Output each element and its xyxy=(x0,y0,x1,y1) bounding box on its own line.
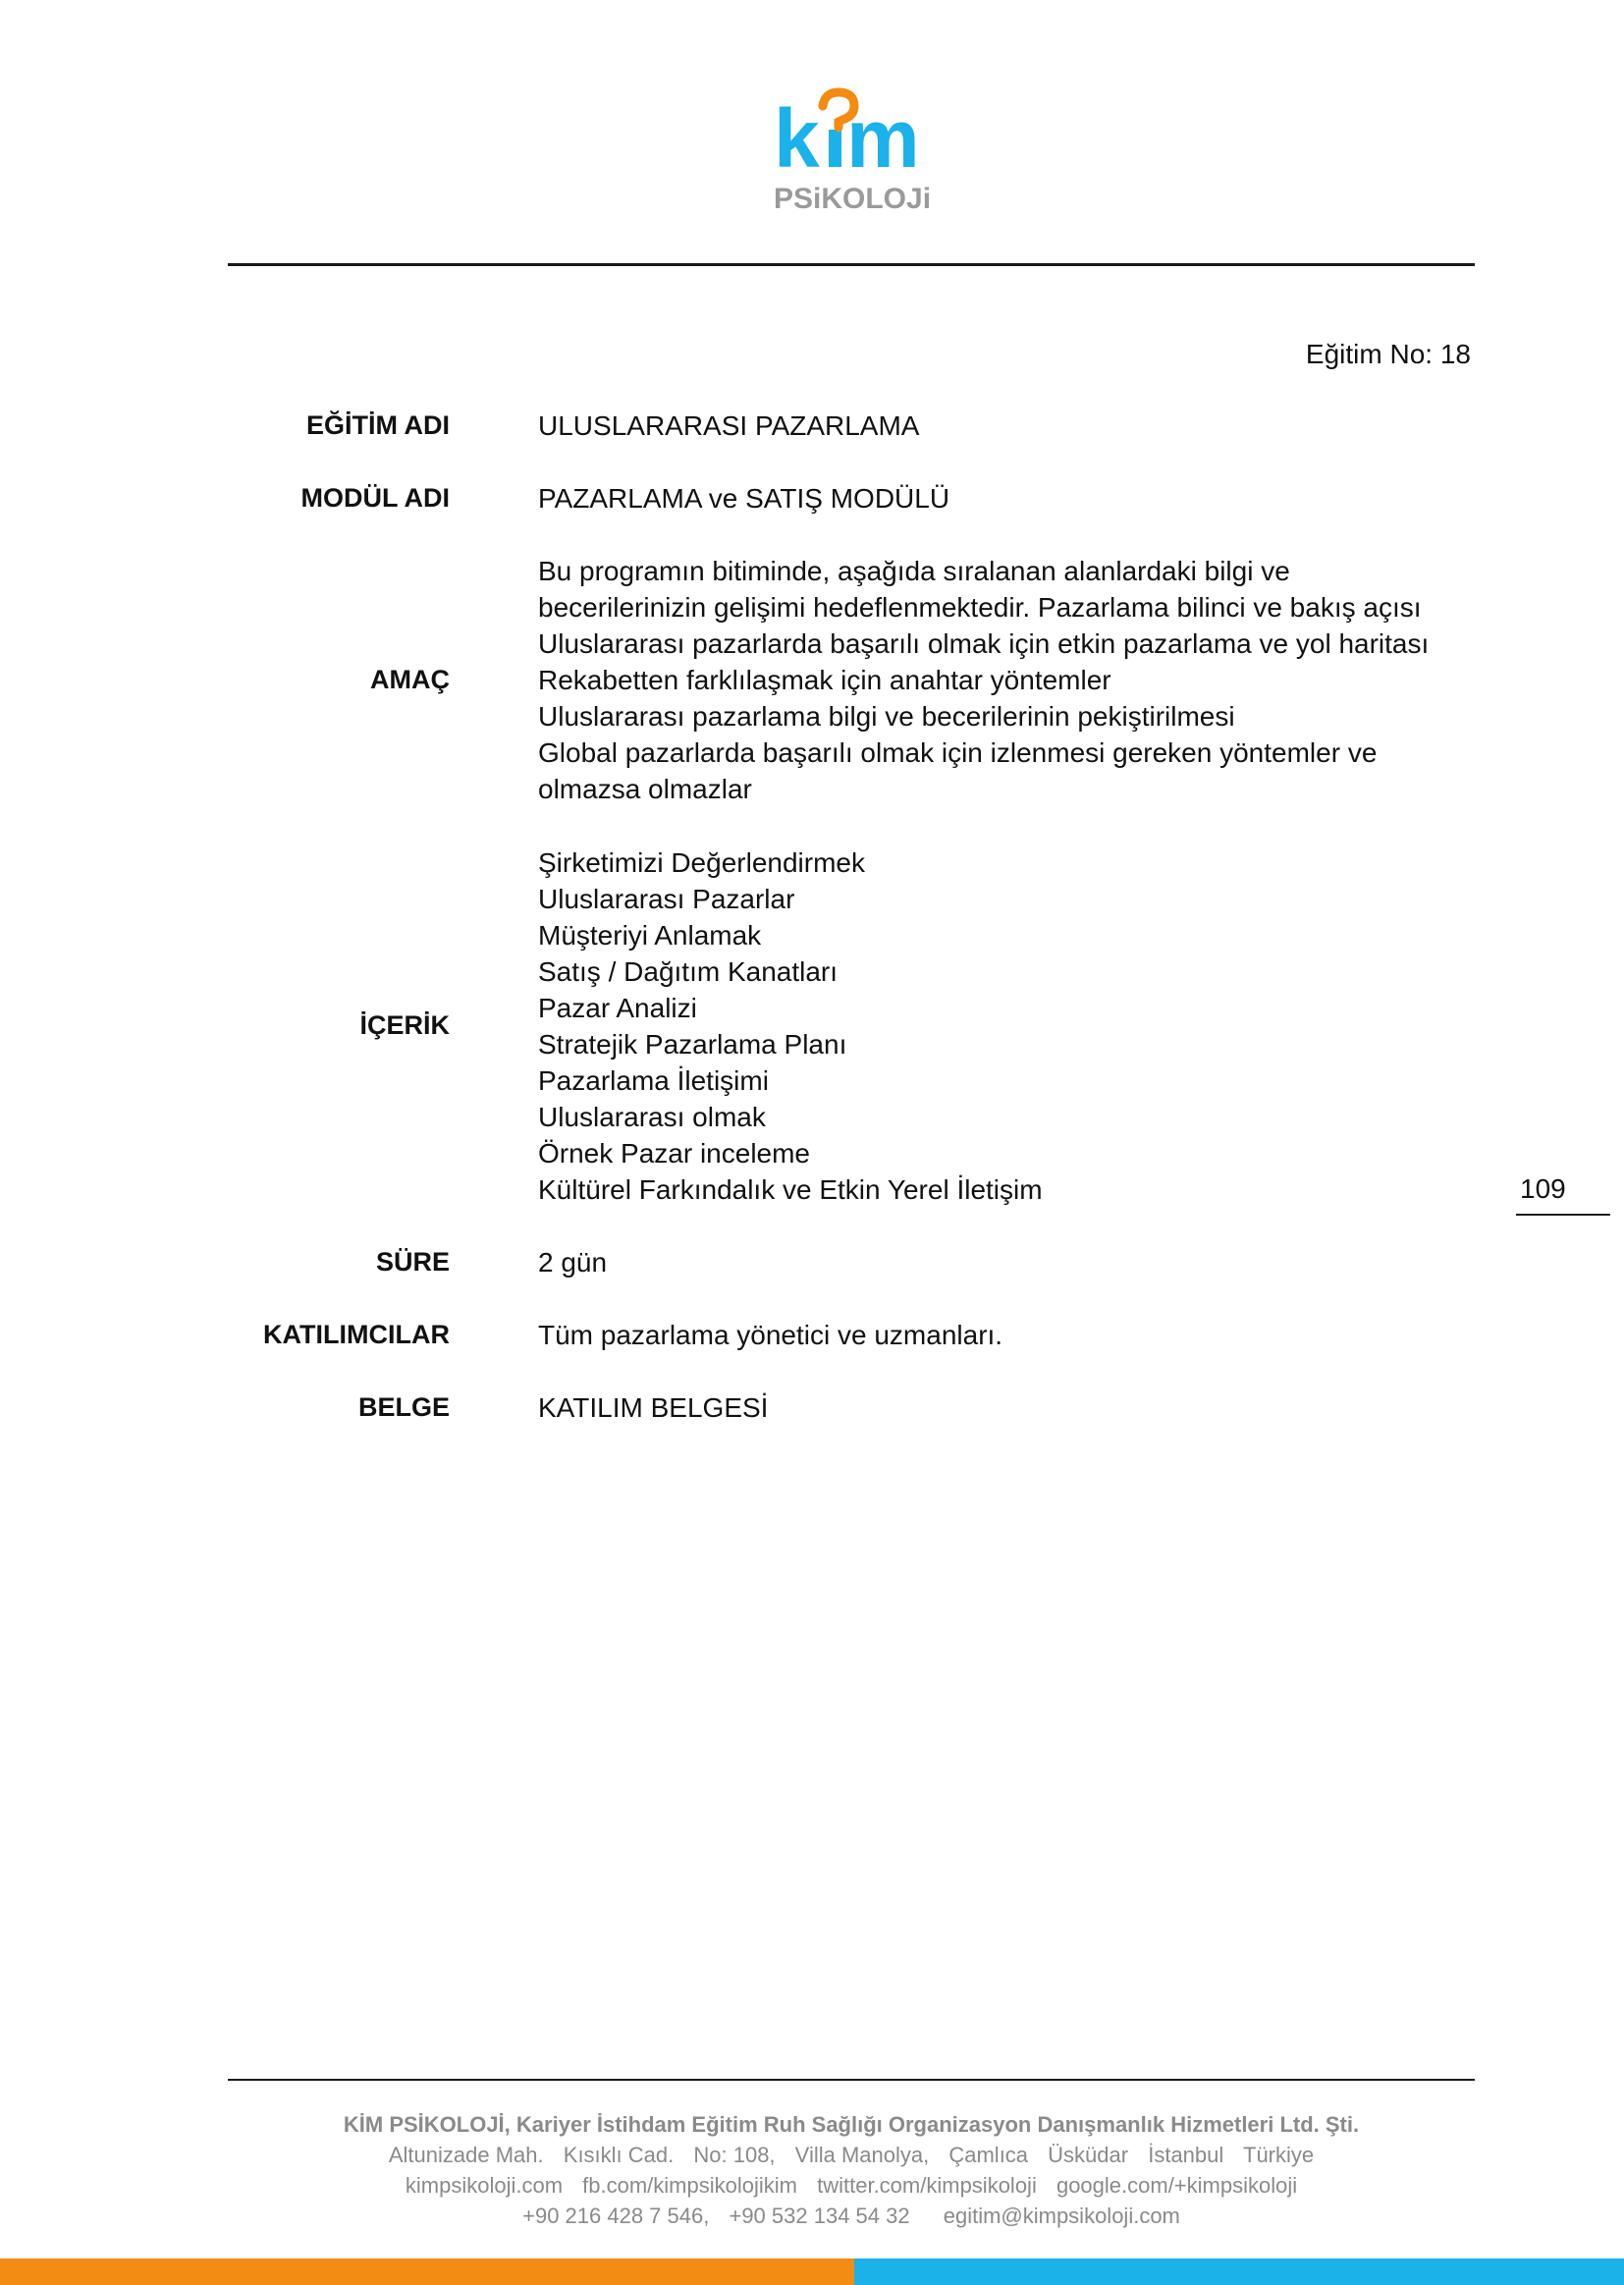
page-number: 109 xyxy=(1520,1173,1566,1204)
content-label: İÇERİK xyxy=(359,1010,450,1040)
participants-label: KATILIMCILAR xyxy=(263,1320,450,1349)
footer-company-name: KİM PSİKOLOJİ, xyxy=(343,2112,511,2137)
footer-bar-orange xyxy=(0,2258,854,2285)
content-item: Pazarlama İletişimi xyxy=(538,1065,769,1096)
footer-address-part: Kısıklı Cad. xyxy=(563,2143,675,2167)
content-item: Stratejik Pazarlama Planı xyxy=(538,1029,847,1060)
content-item: Satış / Dağıtım Kanatları xyxy=(538,956,839,987)
footer-twitter-link[interactable]: twitter.com/kimpsikoloji xyxy=(817,2173,1037,2198)
purpose-line: Uluslararası pazarlama bilgi ve becerilerinin pekiştirilmesi xyxy=(538,701,1235,732)
kim-psikoloji-logo xyxy=(766,86,943,224)
duration-value: 2 gün xyxy=(538,1247,608,1278)
training-name-value: ULUSLARARASI PAZARLAMA xyxy=(538,410,920,441)
content-item: Örnek Pazar inceleme xyxy=(538,1138,811,1169)
purpose-line: Global pazarlarda başarılı olmak için izlenmesi gereken yöntemler ve xyxy=(538,737,1378,768)
footer-address-part: Villa Manolya, xyxy=(794,2143,930,2167)
content-list xyxy=(538,844,1471,1208)
content-item: Uluslararası olmak xyxy=(538,1102,766,1132)
duration-label: SÜRE xyxy=(375,1247,450,1277)
content-item: Uluslararası Pazarlar xyxy=(538,884,795,914)
content-item: Pazar Analizi xyxy=(538,993,697,1023)
module-name-label: MODÜL ADI xyxy=(300,483,450,513)
footer-contact-line xyxy=(228,2201,1475,2231)
footer-phone: +90 216 428 7 546, xyxy=(522,2203,710,2228)
training-name-label: EĞİTİM ADI xyxy=(306,410,450,440)
footer-address-part: Çamlıca xyxy=(948,2143,1029,2167)
logo-m: m xyxy=(846,92,920,185)
training-number: Eğitim No: 18 xyxy=(1305,339,1471,369)
purpose-label: AMAÇ xyxy=(370,665,450,694)
module-name-value: PAZARLAMA ve SATIŞ MODÜLÜ xyxy=(538,483,950,514)
footer-facebook-link[interactable]: fb.com/kimpsikolojikim xyxy=(582,2173,797,2198)
content-item: Kültürel Farkındalık ve Etkin Yerel İletişim xyxy=(538,1174,1043,1205)
footer xyxy=(228,2109,1475,2231)
purpose-line: olmazsa olmazlar xyxy=(538,774,752,804)
logo-k: k xyxy=(774,92,820,185)
header-divider xyxy=(228,263,1475,266)
footer-divider xyxy=(228,2079,1475,2081)
purpose-line: Bu programın bitiminde, aşağıda sıralanan alanlardaki bilgi ve xyxy=(538,556,1290,586)
footer-bar-blue xyxy=(854,2258,1624,2285)
logo-i-stem xyxy=(829,130,841,167)
logo-subtitle: PSiKOLOJi xyxy=(774,183,932,215)
footer-address-part: Altunizade Mah. xyxy=(388,2143,544,2167)
footer-address-part: Üsküdar xyxy=(1048,2143,1129,2167)
content-item: Şirketimizi Değerlendirmek xyxy=(538,847,865,878)
footer-address-part: Türkiye xyxy=(1243,2143,1315,2167)
footer-company-line xyxy=(228,2109,1475,2140)
footer-company-desc: Kariyer İstihdam Eğitim Ruh Sağlığı Organizasyon Danışmanlık Hizmetleri Ltd. Şti. xyxy=(515,2112,1360,2137)
footer-address-part: No: 108, xyxy=(693,2143,776,2167)
footer-email-link[interactable]: egitim@kimpsikoloji.com xyxy=(943,2203,1180,2228)
footer-website-link[interactable]: kimpsikoloji.com xyxy=(405,2173,564,2198)
purpose-text xyxy=(538,553,1471,807)
footer-google-link[interactable]: google.com/+kimpsikoloji xyxy=(1056,2173,1298,2198)
certificate-label: BELGE xyxy=(357,1392,450,1422)
page-number-rule xyxy=(1516,1214,1610,1216)
footer-address-line xyxy=(228,2140,1475,2170)
footer-web-line xyxy=(228,2170,1475,2201)
footer-phone: +90 532 134 54 32 xyxy=(729,2203,910,2228)
purpose-line: Uluslararası pazarlarda başarılı olmak için etkin pazarlama ve yol haritası xyxy=(538,628,1430,659)
content-item: Müşteriyi Anlamak xyxy=(538,920,762,951)
purpose-line: becerilerinizin gelişimi hedeflenmektedir. Pazarlama bilinci ve bakış açısı xyxy=(538,592,1422,623)
purpose-line: Rekabetten farklılaşmak için anahtar yöntemler xyxy=(538,665,1111,695)
footer-address-part: İstanbul xyxy=(1148,2143,1224,2167)
participants-value: Tüm pazarlama yönetici ve uzmanları. xyxy=(538,1320,1003,1350)
certificate-value: KATILIM BELGESİ xyxy=(538,1392,769,1423)
